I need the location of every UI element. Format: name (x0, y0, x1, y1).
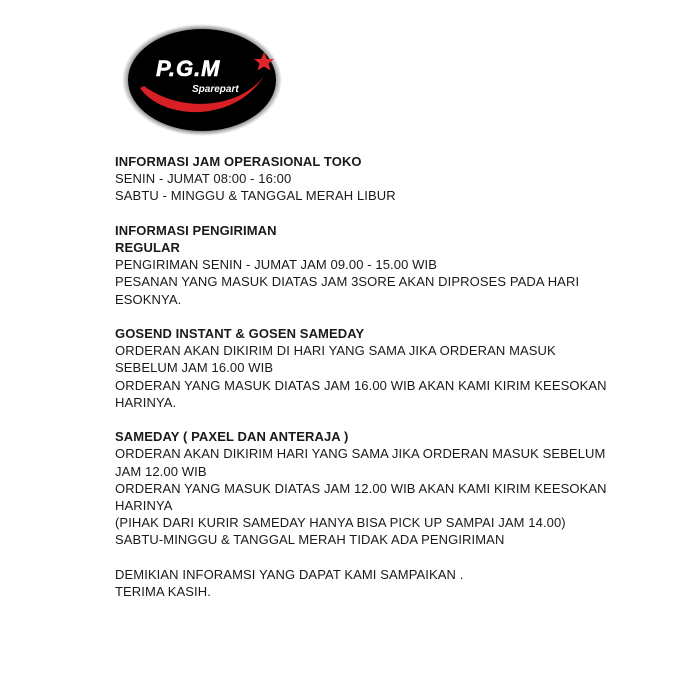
operational-weekend-note: SABTU - MINGGU & TANGGAL MERAH LIBUR (115, 188, 396, 204)
sameday-line-3: ORDERAN YANG MASUK DIATAS JAM 12.00 WIB AKAN KAMI KIRIM KEESOKAN (115, 480, 607, 496)
operational-weekday-hours: SENIN - JUMAT 08:00 - 16:00 (115, 171, 292, 187)
sameday-line-6: SABTU-MINGGU & TANGGAL MERAH TIDAK ADA PENGIRIMAN (115, 532, 505, 548)
regular-line-1: PENGIRIMAN SENIN - JUMAT JAM 09.00 - 15.00 WIB (115, 257, 437, 273)
shipping-heading: INFORMASI PENGIRIMAN (115, 222, 277, 238)
sameday-heading: SAMEDAY ( PAXEL DAN ANTERAJA ) (115, 429, 349, 445)
gosend-heading: GOSEND INSTANT & GOSEN SAMEDAY (115, 326, 365, 341)
spacer (115, 411, 605, 428)
logo-sub-text: Sparepart (192, 84, 239, 95)
sameday-line-4: HARINYA (115, 498, 173, 514)
info-document (115, 153, 605, 600)
closing-line-2: TERIMA KASIH. (115, 584, 211, 600)
closing-line-1: DEMIKIAN INFORAMSI YANG DAPAT KAMI SAMPAIKAN . (115, 566, 464, 582)
gosend-line-1: ORDERAN AKAN DIKIRIM DI HARI YANG SAMA JIKA ORDERAN MASUK (115, 343, 556, 359)
sameday-line-5: (PIHAK DARI KURIR SAMEDAY HANYA BISA PICK UP SAMPAI JAM 14.00) (115, 515, 566, 531)
logo-brand-text: P.G.M (156, 56, 221, 81)
sameday-line-1: ORDERAN AKAN DIKIRIM HARI YANG SAMA JIKA ORDERAN MASUK SEBELUM (115, 446, 606, 462)
gosend-line-3: ORDERAN YANG MASUK DIATAS JAM 16.00 WIB AKAN KAMI KIRIM KEESOKAN (115, 377, 607, 393)
regular-heading: REGULAR (115, 240, 180, 255)
gosend-line-4: HARINYA. (115, 394, 177, 410)
gosend-line-2: SEBELUM JAM 16.00 WIB (115, 360, 274, 376)
operational-heading: INFORMASI JAM OPERASIONAL TOKO (115, 154, 362, 169)
pgm-sparepart-logo (122, 24, 282, 136)
regular-line-2: PESANAN YANG MASUK DIATAS JAM 3SORE AKAN DIPROSES PADA HARI (115, 274, 580, 290)
spacer (115, 205, 605, 222)
regular-line-3: ESOKNYA. (115, 291, 182, 307)
sameday-line-2: JAM 12.00 WIB (115, 463, 207, 479)
spacer (115, 549, 605, 566)
spacer (115, 308, 605, 325)
